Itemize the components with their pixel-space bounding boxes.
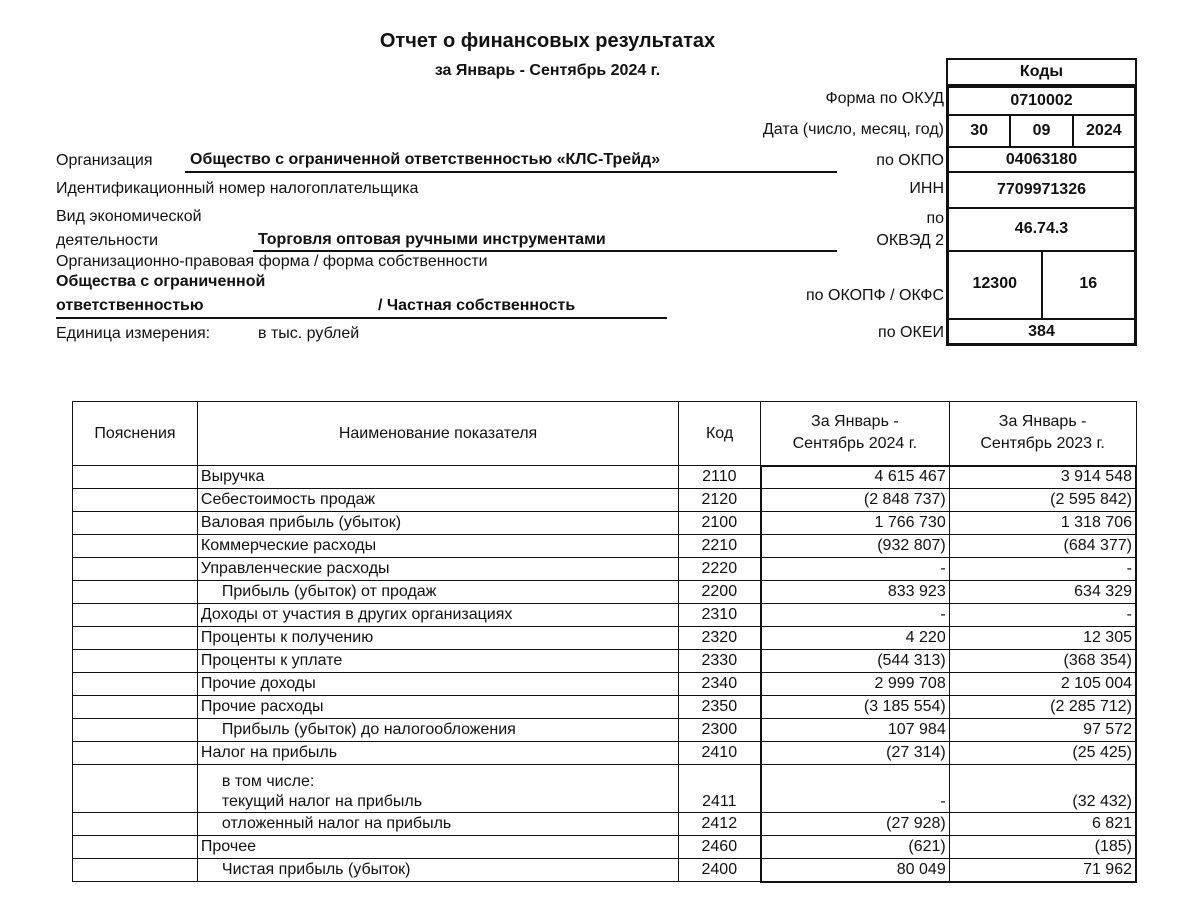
row-notes (73, 650, 198, 673)
row-value-2023: 97 572 (949, 719, 1136, 742)
row-value-2024: (3 185 554) (761, 696, 950, 719)
row-code: 2460 (679, 836, 761, 859)
table-row (73, 813, 1137, 836)
okei-code-value: 384 (1028, 322, 1055, 340)
row-code: 2330 (679, 650, 761, 673)
row-value-2024: 80 049 (761, 859, 950, 882)
financial-results-table (72, 401, 1137, 883)
table-row (73, 466, 1137, 489)
table-row (73, 558, 1137, 581)
okpo-label: по ОКПО (876, 152, 944, 169)
table-row (73, 673, 1137, 696)
legal-form-label: Организационно-правовая форма / форма собственности (56, 253, 488, 270)
okpo-code (946, 147, 1137, 172)
table-row (73, 535, 1137, 558)
unit-label: Единица измерения: (56, 325, 211, 342)
row-value-2024: - (761, 765, 950, 813)
row-value-2024: (932 807) (761, 535, 950, 558)
okud-code (946, 85, 1137, 115)
row-value-2023: 6 821 (949, 813, 1136, 836)
date-month: 09 (1009, 116, 1071, 146)
row-notes (73, 512, 198, 535)
row-notes (73, 742, 198, 765)
row-code: 2100 (679, 512, 761, 535)
row-code: 2411 (679, 765, 761, 813)
legal-form-underline (56, 317, 667, 319)
row-name: Проценты к уплате (197, 650, 678, 673)
table-row (73, 604, 1137, 627)
header-period-2023 (949, 402, 1136, 466)
codes-header-label: Коды (1019, 63, 1064, 80)
legal-form-line-2: ответственностью (56, 297, 204, 314)
inn-label: Идентификационный номер налогоплательщика (56, 180, 419, 197)
table-row (73, 627, 1137, 650)
row-value-2024: (544 313) (761, 650, 950, 673)
row-notes (73, 836, 198, 859)
table-header-row (73, 402, 1137, 466)
okved-code-value: 46.74.3 (1014, 220, 1069, 237)
okved-code (946, 208, 1137, 251)
row-name: Доходы от участия в других организациях (197, 604, 678, 627)
row-notes (73, 673, 198, 696)
activity-label-1: Вид экономической (56, 208, 202, 225)
row-code: 2320 (679, 627, 761, 650)
row-notes (73, 489, 198, 512)
row-value-2023: (368 354) (949, 650, 1136, 673)
org-label: Организация (56, 152, 153, 169)
row-value-2023: 12 305 (949, 627, 1136, 650)
row-name: Чистая прибыль (убыток) (197, 859, 678, 882)
activity-label-2: деятельности (56, 232, 159, 249)
report-title: Отчет о финансовых результатах (379, 30, 716, 52)
okopf-code (946, 251, 1137, 319)
row-notes (73, 466, 198, 489)
row-code: 2412 (679, 813, 761, 836)
okopf-label: по ОКОПФ / ОКФС (806, 287, 944, 304)
row-name: Проценты к получению (197, 627, 678, 650)
row-value-2024: (2 848 737) (761, 489, 950, 512)
header-2024-line1: За Январь - (811, 413, 899, 431)
row-value-2023: 2 105 004 (949, 673, 1136, 696)
okei-label: по ОКЕИ (878, 324, 944, 341)
row-notes (73, 581, 198, 604)
date-code (946, 115, 1137, 147)
row-value-2023: 71 962 (949, 859, 1136, 882)
row-code: 2400 (679, 859, 761, 882)
row-notes (73, 535, 198, 558)
row-value-2024: 833 923 (761, 581, 950, 604)
row-name: Прочие расходы (197, 696, 678, 719)
row-notes (73, 719, 198, 742)
row-value-2024: 1 766 730 (761, 512, 950, 535)
date-day: 30 (970, 122, 989, 139)
row-notes (73, 813, 198, 836)
table-row (73, 836, 1137, 859)
row-value-2023: 3 914 548 (949, 466, 1136, 489)
header-name: Наименование показателя (197, 402, 678, 466)
row-value-2024: 4 220 (761, 627, 950, 650)
table-row (73, 859, 1137, 882)
row-code: 2350 (679, 696, 761, 719)
header-2024-line2: Сентябрь 2024 г. (792, 435, 918, 453)
report-period: за Январь - Сентябрь 2024 г. (434, 62, 661, 79)
table-row (73, 581, 1137, 604)
okved-label-1: по (926, 210, 944, 227)
header-code: Код (679, 402, 761, 466)
table-row (73, 650, 1137, 673)
row-name: Прочее (197, 836, 678, 859)
okved-label-2: ОКВЭД 2 (876, 232, 944, 249)
header-period-2024 (761, 402, 950, 466)
row-value-2023: (2 595 842) (949, 489, 1136, 512)
row-value-2024: (27 928) (761, 813, 950, 836)
row-code: 2340 (679, 673, 761, 696)
row-name: Себестоимость продаж (197, 489, 678, 512)
legal-form-line-1: Общества с ограниченной (56, 273, 266, 290)
inn-code-label: ИНН (909, 180, 944, 197)
date-year: 2024 (1072, 116, 1134, 146)
header-notes: Пояснения (73, 402, 198, 466)
row-value-2024: 2 999 708 (761, 673, 950, 696)
org-name: Общество с ограниченной ответственностью «КЛС-Трейд» (190, 151, 661, 168)
row-value-2024: (621) (761, 836, 950, 859)
date-label: Дата (число, месяц, год) (762, 121, 944, 138)
row-notes (73, 604, 198, 627)
row-code: 2410 (679, 742, 761, 765)
row-value-2024: (27 314) (761, 742, 950, 765)
row-value-2023: (185) (949, 836, 1136, 859)
row-code: 2220 (679, 558, 761, 581)
row-code: 2310 (679, 604, 761, 627)
row-code: 2120 (679, 489, 761, 512)
table-row (73, 696, 1137, 719)
row-value-2023: (25 425) (949, 742, 1136, 765)
okud-label: Форма по ОКУД (825, 90, 944, 107)
inn-code-value: 7709971326 (997, 181, 1086, 198)
row-notes (73, 627, 198, 650)
row-name-prefix: в том числе: (221, 773, 315, 790)
okud-code-value: 0710002 (1010, 92, 1073, 109)
row-code: 2210 (679, 535, 761, 558)
row-name: Валовая прибыль (убыток) (197, 512, 678, 535)
row-name: текущий налог на прибыль (221, 793, 423, 810)
row-value-2024: 4 615 467 (761, 466, 950, 489)
row-notes (73, 696, 198, 719)
row-value-2023: - (949, 558, 1136, 581)
row-name: Коммерческие расходы (197, 535, 678, 558)
activity-value: Торговля оптовая ручными инструментами (258, 231, 606, 248)
row-code: 2300 (679, 719, 761, 742)
row-value-2023: 634 329 (949, 581, 1136, 604)
okopf-value: 12300 (972, 275, 1017, 292)
row-notes (73, 765, 198, 813)
header-2023-line2: Сентябрь 2023 г. (980, 435, 1105, 453)
row-code: 2110 (679, 466, 761, 489)
header-2023-line1: За Январь - (998, 413, 1087, 431)
row-code: 2200 (679, 581, 761, 604)
row-value-2024: - (761, 558, 950, 581)
row-name: Прибыль (убыток) до налогообложения (197, 719, 678, 742)
row-value-2023: (2 285 712) (949, 696, 1136, 719)
row-value-2023: - (949, 604, 1136, 627)
table-row (73, 765, 1137, 813)
table-row (73, 719, 1137, 742)
codes-header (946, 58, 1137, 85)
row-name: Управленческие расходы (197, 558, 678, 581)
row-value-2024: 107 984 (761, 719, 950, 742)
table-row (73, 512, 1137, 535)
org-name-underline (185, 171, 837, 173)
row-notes (73, 558, 198, 581)
row-name-block (197, 765, 678, 813)
row-notes (73, 859, 198, 882)
row-name: Прочие доходы (197, 673, 678, 696)
okfs-value: 16 (1041, 252, 1135, 318)
ownership-value: / Частная собственность (378, 297, 576, 314)
table-row (73, 489, 1137, 512)
row-value-2024: - (761, 604, 950, 627)
row-value-2023: 1 318 706 (949, 512, 1136, 535)
row-value-2023: (32 432) (949, 765, 1136, 813)
row-name: отложенный налог на прибыль (197, 813, 678, 836)
row-name: Прибыль (убыток) от продаж (197, 581, 678, 604)
row-name: Налог на прибыль (197, 742, 678, 765)
row-value-2023: (684 377) (949, 535, 1136, 558)
okei-code (946, 319, 1137, 346)
row-name: Выручка (197, 466, 678, 489)
okpo-code-value: 04063180 (1005, 150, 1078, 168)
inn-code (946, 172, 1137, 208)
unit-value: в тыс. рублей (258, 325, 360, 342)
activity-underline (253, 250, 837, 252)
table-row (73, 742, 1137, 765)
